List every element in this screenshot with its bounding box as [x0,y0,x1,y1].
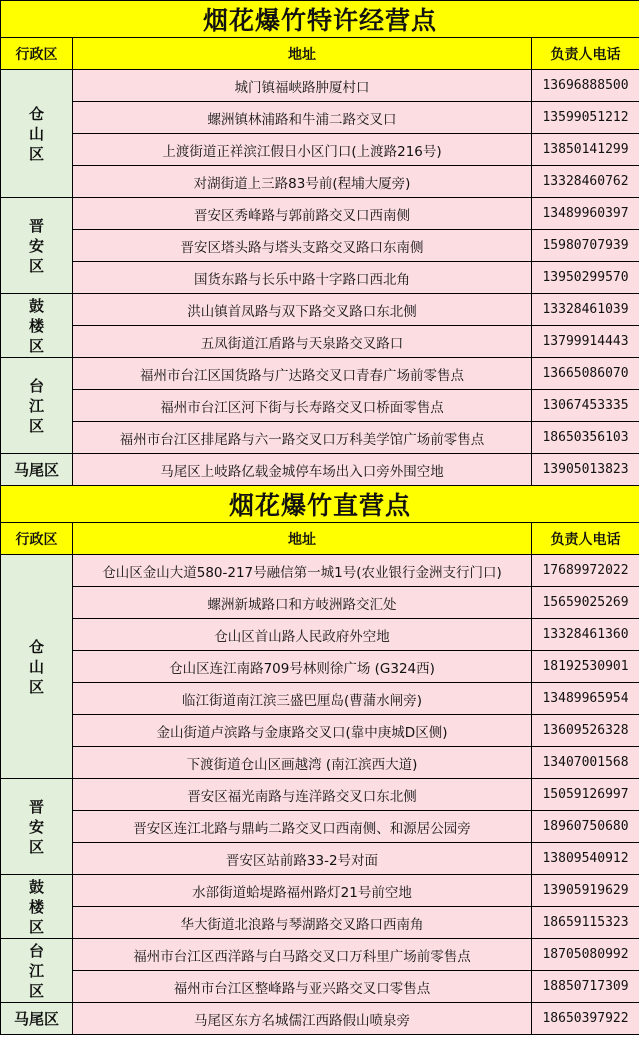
phone-cell: 13609526328 [532,715,639,747]
header-address: 地址 [73,523,532,555]
district-name: 仓山区 [28,104,44,163]
address-cell: 晋安区塔头路与塔头支路交叉路口东南侧 [73,230,532,262]
table-row [1,166,639,198]
district-name: 仓山区 [28,637,44,696]
phone-cell: 13905013823 [532,454,639,486]
table-row [1,294,639,326]
district-cell [1,779,73,875]
district-cell [1,198,73,294]
address-cell: 晋安区秀峰路与郭前路交叉口西南侧 [73,198,532,230]
phone-cell: 13850141299 [532,134,639,166]
address-cell: 马尾区上岐路亿载金城停车场出入口旁外围空地 [73,454,532,486]
address-cell: 华大街道北浪路与琴湖路交叉路口西南角 [73,907,532,939]
table-row [1,843,639,875]
address-cell: 洪山镇首凤路与双下路交叉路口东北侧 [73,294,532,326]
table-row [1,683,639,715]
address-cell: 对湖街道上三路83号前(程埔大厦旁) [73,166,532,198]
district-cell [1,294,73,358]
table-row [1,651,639,683]
phone-cell: 13809540912 [532,843,639,875]
phone-cell: 13599051212 [532,102,639,134]
table-row [1,198,639,230]
phone-cell: 18850717309 [532,971,639,1003]
header-district: 行政区 [1,38,73,70]
table-row [1,326,639,358]
table-row [1,587,639,619]
address-cell: 福州市台江区河下街与长寿路交叉口桥面零售点 [73,390,532,422]
district-name: 鼓楼区 [28,877,44,936]
phone-cell: 13489965954 [532,683,639,715]
table-row [1,134,639,166]
address-cell: 国货东路与长乐中路十字路口西北角 [73,262,532,294]
address-cell: 五凤街道江盾路与天泉路交叉路口 [73,326,532,358]
phone-cell: 13067453335 [532,390,639,422]
district-name: 晋安区 [28,216,44,275]
phone-cell: 13328461039 [532,294,639,326]
district-cell: 马尾区 [1,1003,73,1035]
district-cell [1,939,73,1003]
district-name: 晋安区 [28,797,44,856]
district-cell: 马尾区 [1,454,73,486]
table-row [1,230,639,262]
table-row [1,875,639,907]
district-name: 台江区 [28,376,44,435]
address-cell: 临江街道南江滨三盛巴厘岛(曹蒲水闸旁) [73,683,532,715]
phone-cell: 18650356103 [532,422,639,454]
phone-cell: 18659115323 [532,907,639,939]
phone-cell: 15059126997 [532,779,639,811]
table-row [1,939,639,971]
phone-cell: 18650397922 [532,1003,639,1035]
address-cell: 上渡街道正祥滨江假日小区门口(上渡路216号) [73,134,532,166]
address-cell: 福州市台江区国货路与广达路交叉口青春广场前零售点 [73,358,532,390]
address-cell: 螺洲镇林浦路和牛浦二路交叉口 [73,102,532,134]
phone-cell: 13950299570 [532,262,639,294]
phone-cell: 18960750680 [532,811,639,843]
phone-cell: 18192530901 [532,651,639,683]
address-cell: 马尾区东方名城儒江西路假山喷泉旁 [73,1003,532,1035]
phone-cell: 17689972022 [532,555,639,587]
address-cell: 晋安区连江北路与鼎屿二路交叉口西南侧、和源居公园旁 [73,811,532,843]
phone-cell: 13799914443 [532,326,639,358]
table-row [1,779,639,811]
table-row [1,70,639,102]
address-cell: 水部街道蛤堤路福州路灯21号前空地 [73,875,532,907]
header-phone: 负责人电话 [532,38,639,70]
address-cell: 福州市台江区整峰路与亚兴路交叉口零售点 [73,971,532,1003]
table-row [1,971,639,1003]
header-address: 地址 [73,38,532,70]
district-cell [1,70,73,198]
table-row [1,358,639,390]
phone-cell: 13665086070 [532,358,639,390]
phone-cell: 15659025269 [532,587,639,619]
section-title: 烟花爆竹特许经营点 [1,1,639,38]
phone-cell: 18705080992 [532,939,639,971]
table-row [1,1003,639,1035]
phone-cell: 15980707939 [532,230,639,262]
address-cell: 晋安区站前路33-2号对面 [73,843,532,875]
district-name: 鼓楼区 [28,296,44,355]
table-row [1,454,639,486]
section-title: 烟花爆竹直营点 [1,486,639,523]
address-cell: 晋安区福光南路与连洋路交叉口东北侧 [73,779,532,811]
district-cell [1,875,73,939]
phone-cell: 13696888500 [532,70,639,102]
phone-cell: 13489960397 [532,198,639,230]
table-row [1,390,639,422]
district-name: 台江区 [28,941,44,1000]
table-row [1,747,639,779]
phone-cell: 13905919629 [532,875,639,907]
address-cell: 金山街道卢滨路与金康路交叉口(靠中庚城D区侧) [73,715,532,747]
address-cell: 螺洲新城路口和方岐洲路交汇处 [73,587,532,619]
table-row [1,715,639,747]
address-cell: 仓山区连江南路709号林则徐广场 (G324西) [73,651,532,683]
address-cell: 仓山区首山路人民政府外空地 [73,619,532,651]
phone-cell: 13407001568 [532,747,639,779]
phone-cell: 13328461360 [532,619,639,651]
table-row [1,619,639,651]
district-cell [1,555,73,779]
district-cell [1,358,73,454]
table-row [1,555,639,587]
address-cell: 福州市台江区西洋路与白马路交叉口万科里广场前零售点 [73,939,532,971]
table-row [1,102,639,134]
table-row [1,811,639,843]
address-cell: 下渡街道仓山区画越湾 (南江滨西大道) [73,747,532,779]
table-row [1,907,639,939]
address-cell: 城门镇福峡路肿厦村口 [73,70,532,102]
address-cell: 仓山区金山大道580-217号融信第一城1号(农业银行金洲支行门口) [73,555,532,587]
table-row [1,422,639,454]
phone-cell: 13328460762 [532,166,639,198]
header-phone: 负责人电话 [532,523,639,555]
address-cell: 福州市台江区排尾路与六一路交叉口万科美学馆广场前零售点 [73,422,532,454]
table-row [1,262,639,294]
header-district: 行政区 [1,523,73,555]
